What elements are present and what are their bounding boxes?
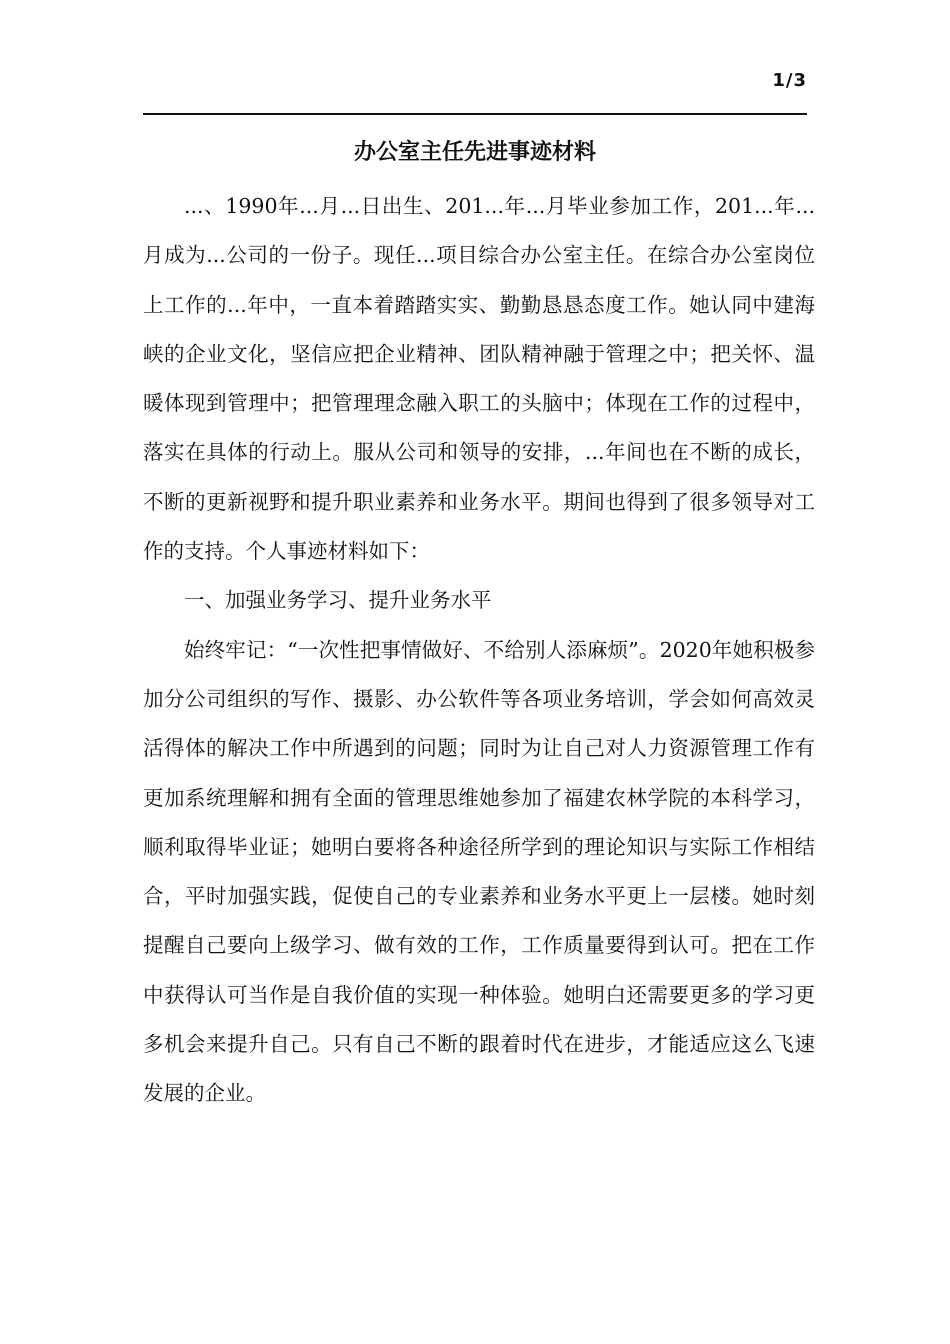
paragraph-intro: ...、1990年...月...日出生、201...年...月毕业参加工作，201...年...月成为...公司的一份子。现任...项目综合办公室主任。在综合办公室岗位上工作的...年中，一直本着踏踏实实、勤勤恳恳态度工作。她认同中建海峡的企业文化，坚信应把企业精神、团队精神融于管理之中；把关怀、温暖体现到管理中；把管理理念融入职工的头脑中；体现在工作的过程中，落实在具体的行动上。服从公司和领导的安排，...年间也在不断的成长，不断的更新视野和提升职业素养和业务水平。期间也得到了很多领导对工作的支持。个人事迹材料如下： [143,194,815,564]
page-number: 1/3 [772,70,807,91]
header-rule [143,113,807,115]
paragraph-study: 始终牢记：“一次性把事情做好、不给别人添麻烦”。2020年她积极参加分公司组织的写作、摄影、办公软件等各项业务培训，学会如何高效灵活得体的解决工作中所遇到的问题；同时为让自己对人力资源管理工作有更加系统理解和拥有全面的管理思维她参加了福建农林学院的本科学习，顺利取得毕业证；她明白要将各种途径所学到的理论知识与实际工作相结合，平时加强实践，促使自己的专业素养和业务水平更上一层楼。她时刻提醒自己要向上级学习、做有效的工作，工作质量要得到认可。把在工作中获得认可当作是自我价值的实现一种体验。她明白还需要更多的学习更多机会来提升自己。只有自己不断的跟着时代在进步，才能适应这么飞速发展的企业。 [143,637,815,1106]
document-title: 办公室主任先进事迹材料 [353,139,596,165]
document-body [143,182,815,1119]
section-heading: 一、加强业务学习、提升业务水平 [184,588,492,613]
